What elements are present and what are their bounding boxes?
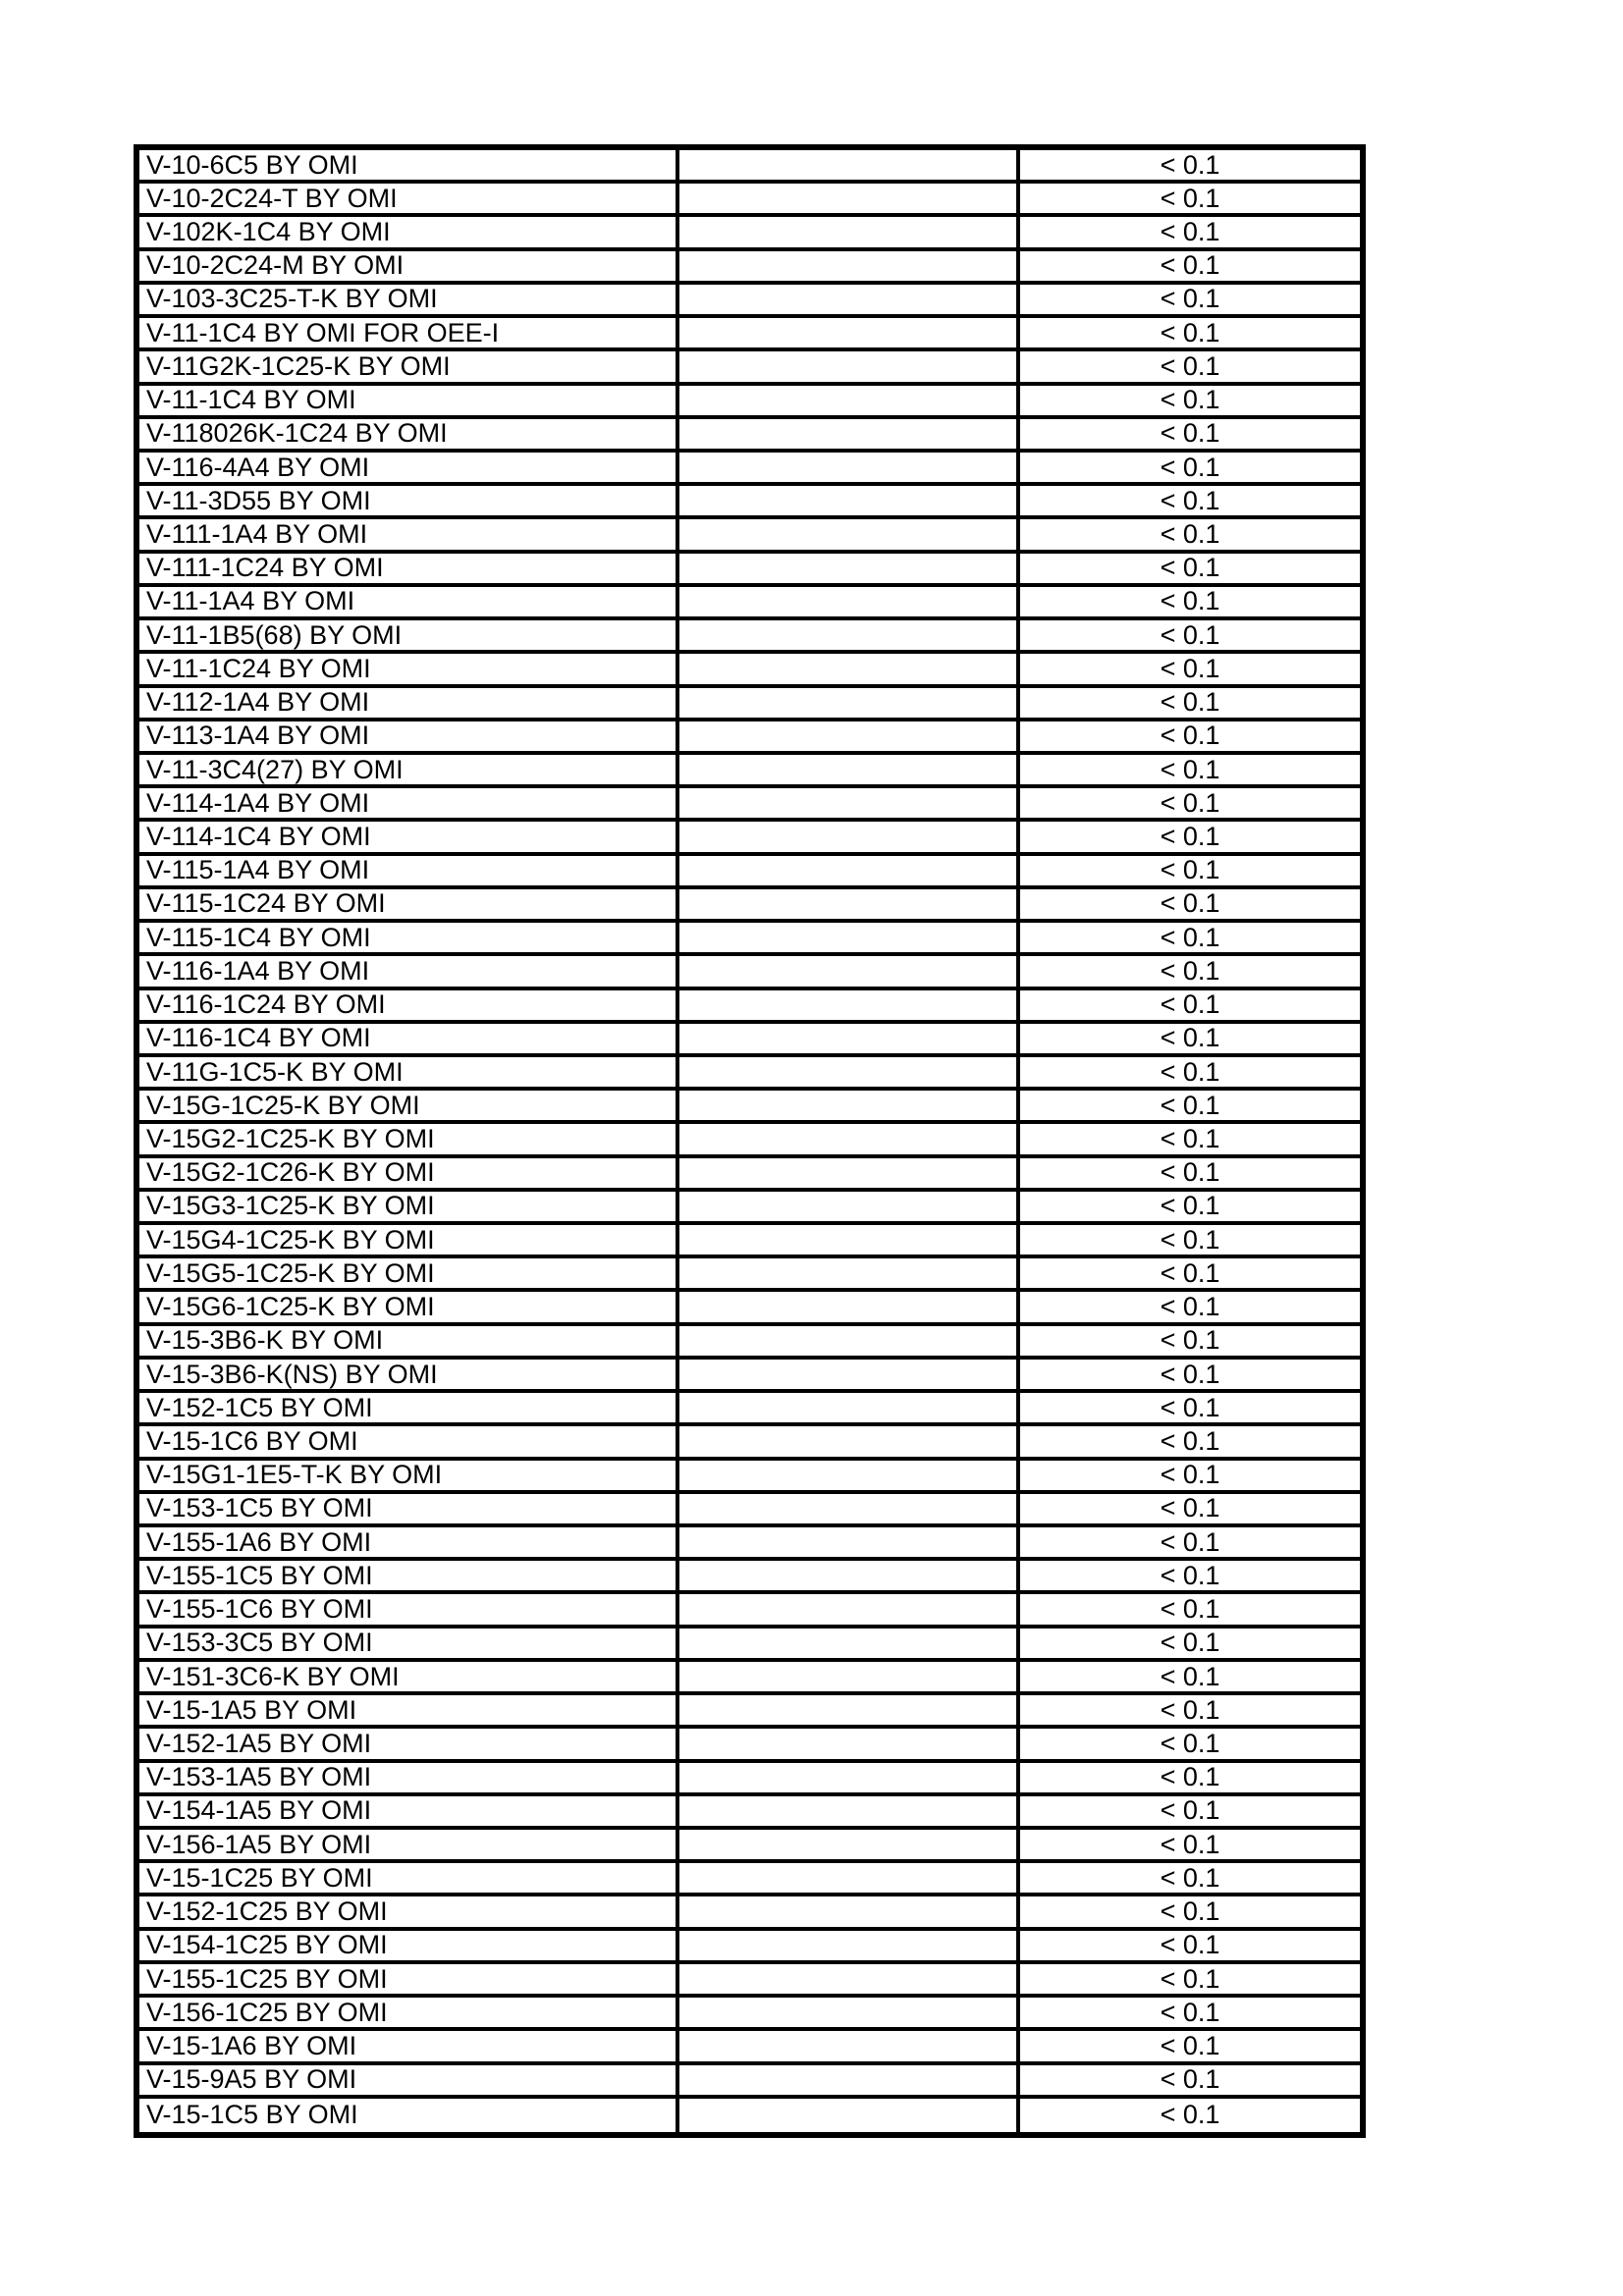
value-cell: < 0.1 [1020,1057,1360,1091]
value-cell: < 0.1 [1020,486,1360,519]
empty-cell [679,519,1020,553]
empty-cell [679,419,1020,453]
empty-cell [679,990,1020,1024]
value-cell: < 0.1 [1020,1998,1360,2031]
empty-cell [679,654,1020,687]
empty-cell [679,755,1020,788]
empty-cell [679,1494,1020,1527]
part-name-cell: V-11-1C4 BY OMI [139,386,679,419]
value-cell: < 0.1 [1020,1863,1360,1896]
value-cell: < 0.1 [1020,620,1360,654]
value-cell: < 0.1 [1020,990,1360,1024]
value-cell: < 0.1 [1020,2065,1360,2099]
empty-cell [679,1662,1020,1695]
value-cell: < 0.1 [1020,1258,1360,1292]
empty-cell [679,688,1020,721]
empty-cell [679,1426,1020,1460]
value-cell: < 0.1 [1020,1326,1360,1360]
part-name-cell: V-11-1A4 BY OMI [139,587,679,620]
value-cell: < 0.1 [1020,318,1360,351]
value-cell: < 0.1 [1020,1393,1360,1426]
part-name-cell: V-15G2-1C26-K BY OMI [139,1158,679,1192]
value-cell: < 0.1 [1020,889,1360,923]
results-table [134,144,1366,2138]
empty-cell [679,1729,1020,1762]
empty-cell [679,620,1020,654]
value-cell: < 0.1 [1020,1629,1360,1662]
part-name-cell: V-111-1A4 BY OMI [139,519,679,553]
empty-cell [679,1292,1020,1325]
part-name-cell: V-115-1C4 BY OMI [139,923,679,956]
part-name-cell: V-15G4-1C25-K BY OMI [139,1225,679,1258]
empty-cell [679,587,1020,620]
value-cell: < 0.1 [1020,923,1360,956]
part-name-cell: V-111-1C24 BY OMI [139,554,679,587]
empty-cell [679,1964,1020,1998]
value-cell: < 0.1 [1020,453,1360,486]
part-name-cell: V-15G5-1C25-K BY OMI [139,1258,679,1292]
value-cell: < 0.1 [1020,1561,1360,1594]
value-cell: < 0.1 [1020,688,1360,721]
part-name-cell: V-153-1C5 BY OMI [139,1494,679,1527]
value-cell: < 0.1 [1020,1896,1360,1930]
value-cell: < 0.1 [1020,1594,1360,1628]
empty-cell [679,1931,1020,1964]
part-name-cell: V-116-1C4 BY OMI [139,1024,679,1057]
part-name-cell: V-112-1A4 BY OMI [139,688,679,721]
empty-cell [679,1091,1020,1124]
part-name-cell: V-113-1A4 BY OMI [139,721,679,755]
part-name-cell: V-155-1C25 BY OMI [139,1964,679,1998]
empty-cell [679,554,1020,587]
value-cell: < 0.1 [1020,1091,1360,1124]
value-cell: < 0.1 [1020,285,1360,318]
empty-cell [679,1527,1020,1561]
empty-cell [679,956,1020,989]
value-cell: < 0.1 [1020,956,1360,989]
empty-cell [679,1192,1020,1225]
value-cell: < 0.1 [1020,587,1360,620]
value-cell: < 0.1 [1020,788,1360,822]
part-name-cell: V-15-3B6-K(NS) BY OMI [139,1360,679,1393]
value-cell: < 0.1 [1020,1124,1360,1157]
part-name-cell: V-15G3-1C25-K BY OMI [139,1192,679,1225]
part-name-cell: V-15-1C5 BY OMI [139,2099,679,2132]
part-name-cell: V-152-1A5 BY OMI [139,1729,679,1762]
empty-cell [679,1326,1020,1360]
part-name-cell: V-153-1A5 BY OMI [139,1763,679,1796]
empty-cell [679,1393,1020,1426]
value-cell: < 0.1 [1020,1024,1360,1057]
part-name-cell: V-116-1A4 BY OMI [139,956,679,989]
part-name-cell: V-152-1C25 BY OMI [139,1896,679,1930]
part-name-cell: V-11-3D55 BY OMI [139,486,679,519]
value-cell: < 0.1 [1020,1830,1360,1863]
empty-cell [679,1863,1020,1896]
part-name-cell: V-156-1C25 BY OMI [139,1998,679,2031]
empty-cell [679,1561,1020,1594]
part-name-cell: V-152-1C5 BY OMI [139,1393,679,1426]
value-cell: < 0.1 [1020,654,1360,687]
part-name-cell: V-15-9A5 BY OMI [139,2065,679,2099]
empty-cell [679,2031,1020,2064]
value-cell: < 0.1 [1020,1695,1360,1729]
part-name-cell: V-11-1C24 BY OMI [139,654,679,687]
empty-cell [679,1024,1020,1057]
part-name-cell: V-10-2C24-T BY OMI [139,184,679,217]
empty-cell [679,285,1020,318]
empty-cell [679,217,1020,250]
part-name-cell: V-115-1A4 BY OMI [139,856,679,889]
empty-cell [679,2099,1020,2132]
part-name-cell: V-116-1C24 BY OMI [139,990,679,1024]
part-name-cell: V-116-4A4 BY OMI [139,453,679,486]
value-cell: < 0.1 [1020,419,1360,453]
empty-cell [679,822,1020,855]
empty-cell [679,318,1020,351]
value-cell: < 0.1 [1020,1763,1360,1796]
value-cell: < 0.1 [1020,251,1360,285]
empty-cell [679,251,1020,285]
empty-cell [679,486,1020,519]
part-name-cell: V-11-3C4(27) BY OMI [139,755,679,788]
part-name-cell: V-155-1A6 BY OMI [139,1527,679,1561]
value-cell: < 0.1 [1020,519,1360,553]
value-cell: < 0.1 [1020,351,1360,385]
value-cell: < 0.1 [1020,822,1360,855]
value-cell: < 0.1 [1020,1158,1360,1192]
empty-cell [679,1360,1020,1393]
part-name-cell: V-155-1C6 BY OMI [139,1594,679,1628]
empty-cell [679,1763,1020,1796]
empty-cell [679,1225,1020,1258]
value-cell: < 0.1 [1020,1796,1360,1830]
empty-cell [679,1796,1020,1830]
part-name-cell: V-11-1B5(68) BY OMI [139,620,679,654]
empty-cell [679,721,1020,755]
value-cell: < 0.1 [1160,2100,1220,2130]
empty-cell [679,351,1020,385]
empty-cell [679,184,1020,217]
value-cell: < 0.1 [1020,1360,1360,1393]
empty-cell [679,386,1020,419]
part-name-cell: V-15G6-1C25-K BY OMI [139,1292,679,1325]
part-name-cell: V-114-1C4 BY OMI [139,822,679,855]
value-cell: < 0.1 [1020,1225,1360,1258]
empty-cell [679,1258,1020,1292]
value-cell: < 0.1 [1020,721,1360,755]
part-name-cell: V-15-1A5 BY OMI [139,1695,679,1729]
value-cell: < 0.1 [1020,554,1360,587]
value-cell: < 0.1 [1020,1527,1360,1561]
part-name-cell: V-115-1C24 BY OMI [139,889,679,923]
part-name-cell: V-11G-1C5-K BY OMI [139,1057,679,1091]
value-cell: < 0.1 [1020,856,1360,889]
empty-cell [679,1124,1020,1157]
part-name-cell: V-154-1C25 BY OMI [139,1931,679,1964]
part-name-cell: V-10-2C24-M BY OMI [139,251,679,285]
part-name-cell: V-15-1C6 BY OMI [139,1426,679,1460]
part-name-cell: V-11-1C4 BY OMI FOR OEE-I [139,318,679,351]
value-cell: < 0.1 [1020,1729,1360,1762]
part-name-cell: V-15G-1C25-K BY OMI [139,1091,679,1124]
part-name-cell: V-15G2-1C25-K BY OMI [139,1124,679,1157]
value-cell: < 0.1 [1020,1461,1360,1494]
empty-cell [679,1461,1020,1494]
value-cell: < 0.1 [1020,1426,1360,1460]
empty-cell [679,2065,1020,2099]
empty-cell [679,788,1020,822]
value-cell: < 0.1 [1020,1931,1360,1964]
value-cell: < 0.1 [1020,1292,1360,1325]
value-cell: < 0.1 [1020,1192,1360,1225]
part-name-cell: V-15-1A6 BY OMI [139,2031,679,2064]
empty-cell [679,889,1020,923]
empty-cell [679,1830,1020,1863]
part-name-cell: V-153-3C5 BY OMI [139,1629,679,1662]
part-name-cell: V-103-3C25-T-K BY OMI [139,285,679,318]
part-name-cell: V-11G2K-1C25-K BY OMI [139,351,679,385]
empty-cell [679,1158,1020,1192]
value-cell: < 0.1 [1020,2031,1360,2064]
value-cell: < 0.1 [1020,1964,1360,1998]
empty-cell [679,1998,1020,2031]
part-name-cell: V-155-1C5 BY OMI [139,1561,679,1594]
value-cell: < 0.1 [1020,217,1360,250]
part-name-cell: V-114-1A4 BY OMI [139,788,679,822]
part-name-cell: V-15-1C25 BY OMI [139,1863,679,1896]
part-name-cell: V-118026K-1C24 BY OMI [139,419,679,453]
part-name-cell: V-154-1A5 BY OMI [139,1796,679,1830]
value-cell: < 0.1 [1020,150,1360,184]
empty-cell [679,150,1020,184]
empty-cell [679,1695,1020,1729]
part-name-cell: V-102K-1C4 BY OMI [139,217,679,250]
part-name-cell: V-10-6C5 BY OMI [139,150,679,184]
empty-cell [679,1629,1020,1662]
empty-cell [679,856,1020,889]
part-name-cell: V-15G1-1E5-T-K BY OMI [139,1461,679,1494]
empty-cell [679,1057,1020,1091]
value-cell: < 0.1 [1020,1494,1360,1527]
empty-cell [679,923,1020,956]
empty-cell [679,1896,1020,1930]
value-cell: < 0.1 [1020,386,1360,419]
value-cell: < 0.1 [1020,755,1360,788]
empty-cell [679,1594,1020,1628]
part-name-cell: V-151-3C6-K BY OMI [139,1662,679,1695]
part-name-cell: V-15-3B6-K BY OMI [139,1326,679,1360]
value-cell: < 0.1 [1020,1662,1360,1695]
part-name-cell: V-156-1A5 BY OMI [139,1830,679,1863]
empty-cell [679,453,1020,486]
value-cell: < 0.1 [1020,184,1360,217]
